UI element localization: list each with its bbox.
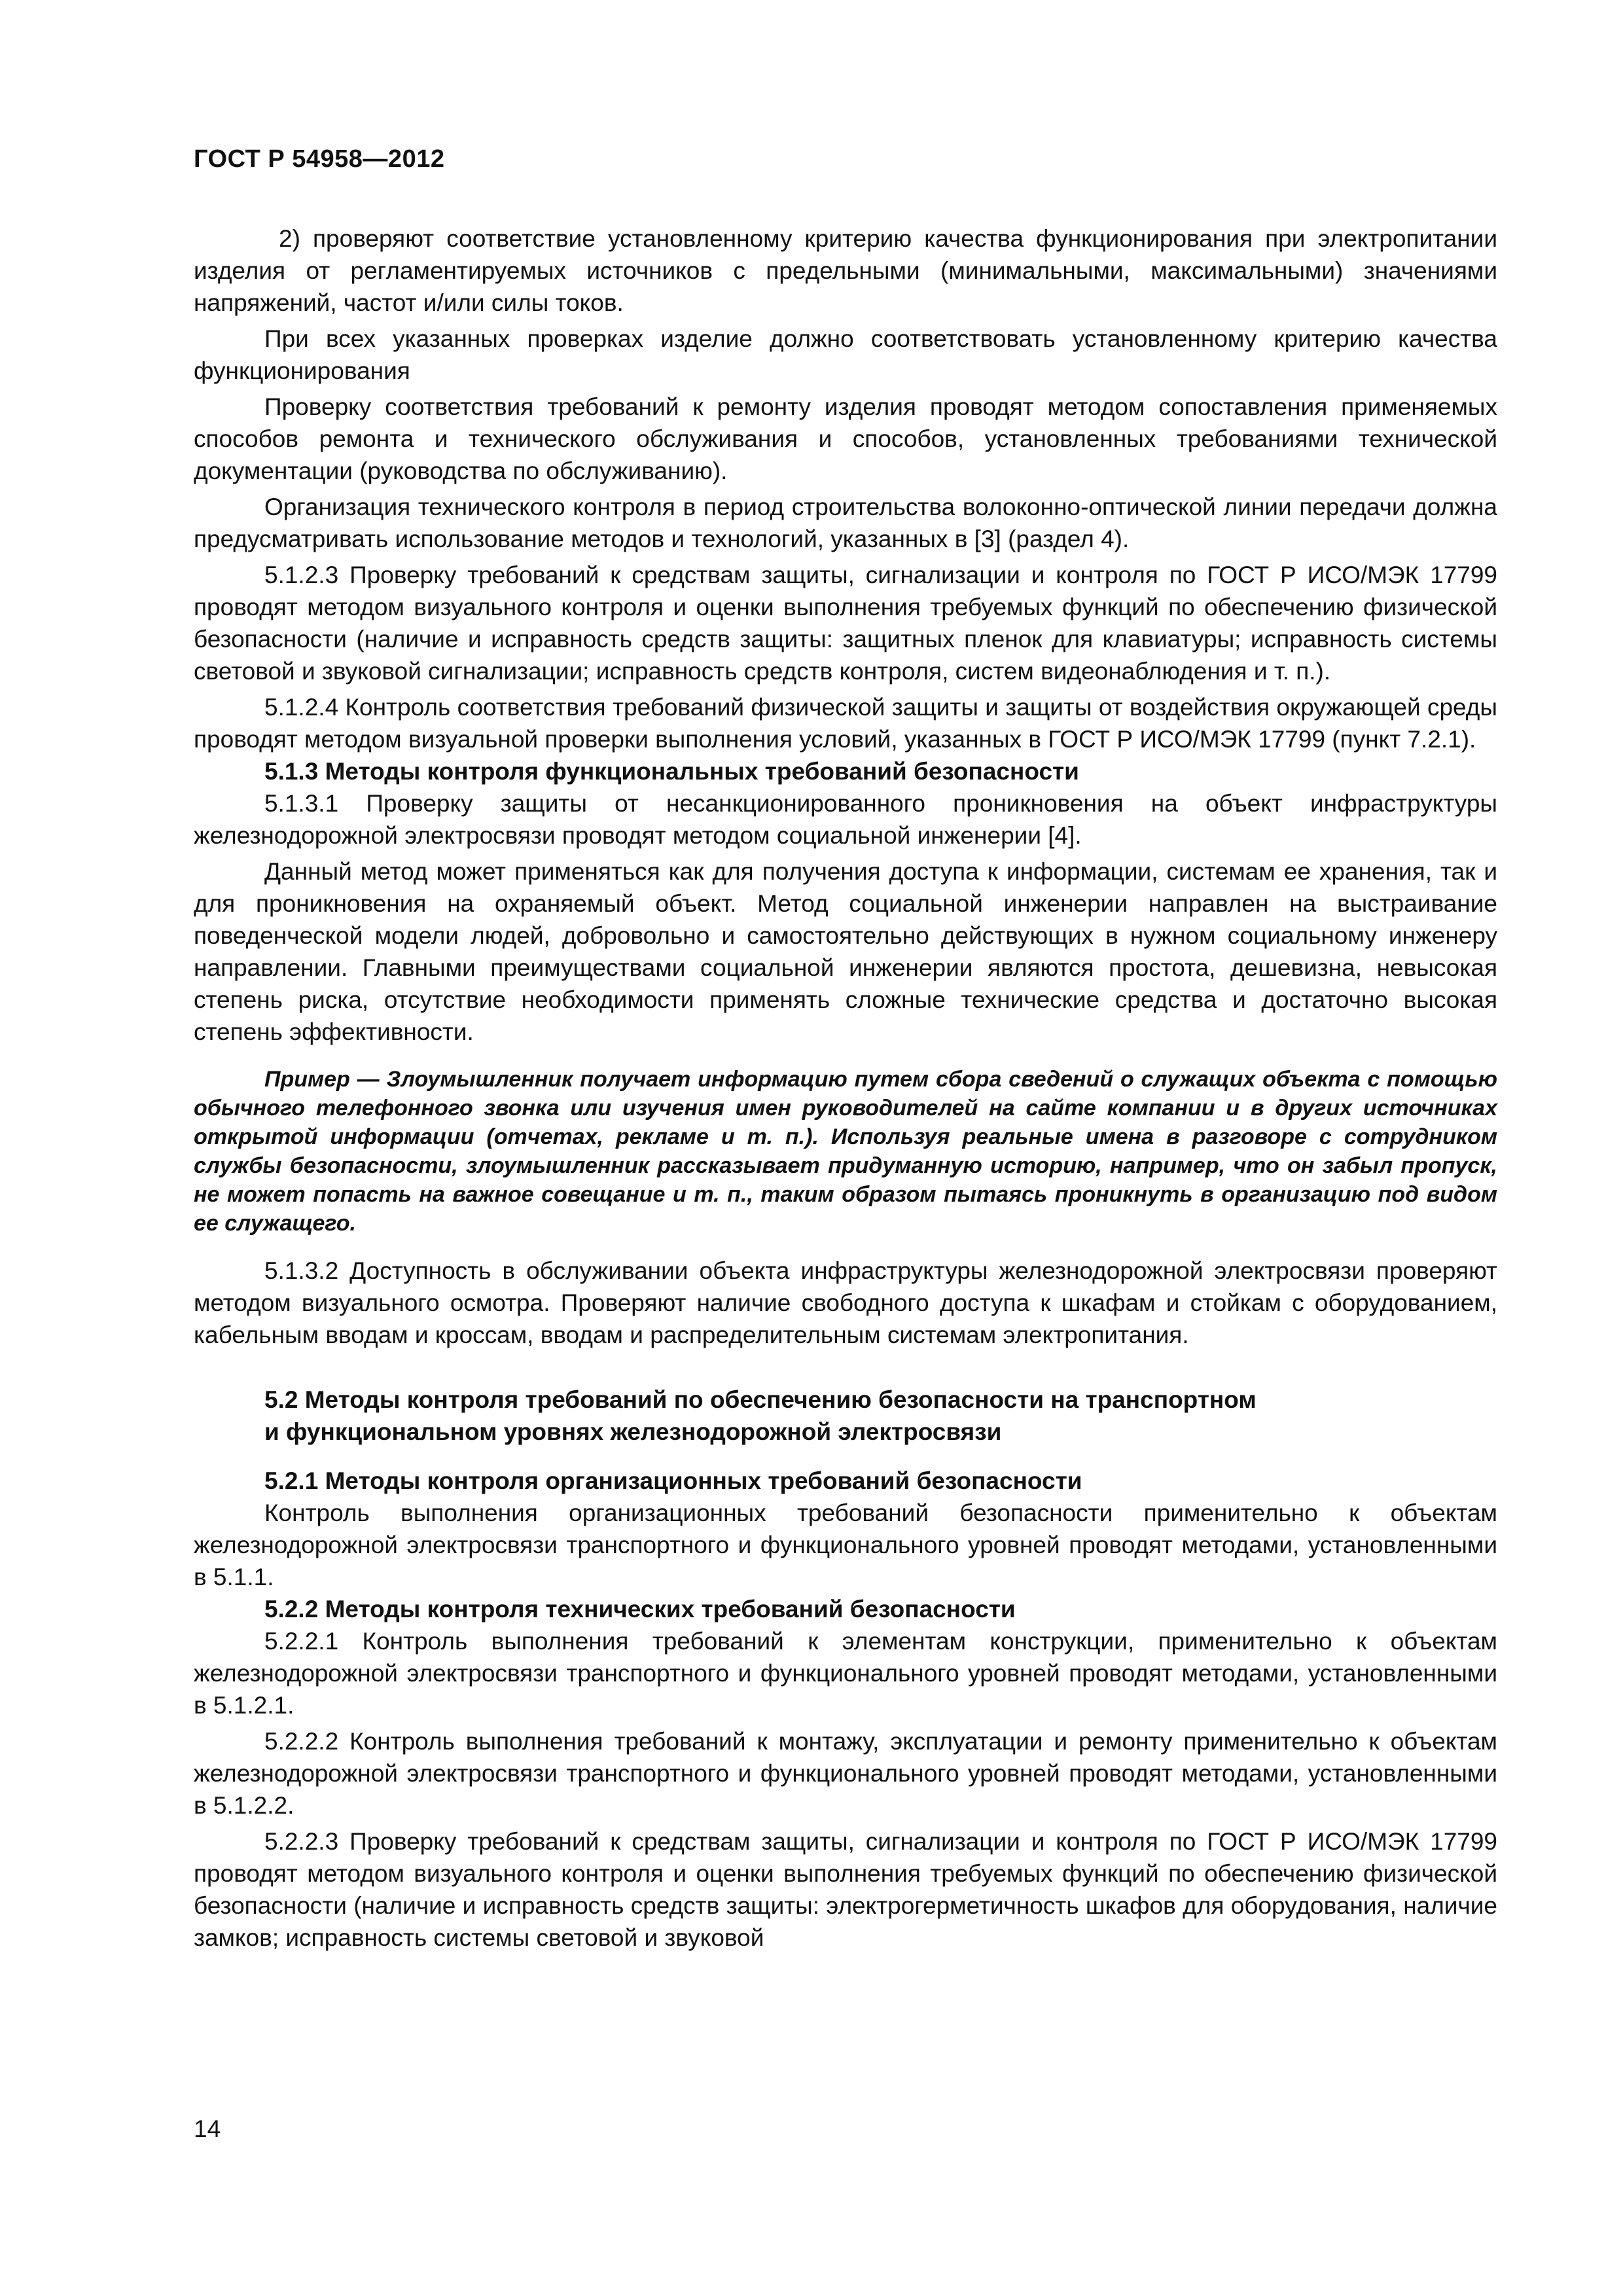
paragraph: 5.1.2.3 Проверку требований к средствам защиты, сигнализации и контроля по ГОСТ Р ИСО/МЭК 17799 проводят методом визуального контроля и оценки выполнения требуемых функций по обеспечению физической безопасности (наличие и исправность средств защиты: защитных пленок для клавиатуры; исправность системы световой и звуковой сигнализации; исправность средств контроля, систем видеонаблюдения и т. п.).: [194, 562, 1497, 685]
paragraph: 5.2.2.2 Контроль выполнения требований к монтажу, эксплуатации и ремонту применительно к объектам железнодорожной электросвязи транспортного и функционального уровней проводят методами, установленными в 5.1.2.2.: [194, 1728, 1497, 1819]
paragraph: Проверку соответствия требований к ремонту изделия проводят методом сопоставления применяемых способов ремонта и технического обслуживания и способов, установленных требованиями технической документации (руководства по обслуживанию).: [194, 393, 1497, 484]
document-body: [194, 223, 1497, 1954]
section-heading-5-2: [194, 1384, 1497, 1448]
paragraph: 5.2.2.1 Контроль выполнения требований к элементам конструкции, применительно к объектам железнодорожной электросвязи транспортного и функционального уровней проводят методами, установленными в 5.1.2.1.: [194, 1628, 1497, 1719]
page-number: 14: [194, 2115, 221, 2142]
section-heading-5-1-3: 5.1.3 Методы контроля функциональных требований безопасности: [264, 758, 1079, 785]
paragraph: 2) проверяют соответствие установленному критерию качества функционирования при электропитании изделия от регламентируемых источников с предельными (минимальными, максимальными) значениями напряжений, частот и/или силы токов.: [194, 225, 1497, 316]
section-heading-5-2-line2: и функциональном уровнях железнодорожной электросвязи: [264, 1418, 1002, 1445]
paragraph: 5.1.2.4 Контроль соответствия требований физической защиты и защиты от воздействия окружающей среды проводят методом визуальной проверки выполнения условий, указанных в ГОСТ Р ИСО/МЭК 17799 (пункт 7.2.1).: [194, 694, 1497, 753]
paragraph: 5.1.3.1 Проверку защиты от несанкционированного проникновения на объект инфраструктуры железнодорожной электросвязи проводят методом социальной инженерии [4].: [194, 790, 1497, 849]
paragraph: При всех указанных проверках изделие должно соответствовать установленному критерию качества функционирования: [194, 325, 1497, 384]
document-code-header: ГОСТ Р 54958—2012: [194, 145, 445, 173]
section-heading-5-2-1: 5.2.1 Методы контроля организационных требований безопасности: [264, 1467, 1082, 1494]
paragraph: 5.1.3.2 Доступность в обслуживании объекта инфраструктуры железнодорожной электросвязи проверяют методом визуального осмотра. Проверяют наличие свободного доступа к шкафам и стойкам с оборудованием, кабельным вводам и кроссам, вводам и распределительным системам электропитания.: [194, 1257, 1497, 1348]
paragraph: 5.2.2.3 Проверку требований к средствам защиты, сигнализации и контроля по ГОСТ Р ИСО/МЭК 17799 проводят методом визуального контроля и оценки выполнения требуемых функций по обеспечению физической безопасности (наличие и исправность средств защиты: электрогерметичность шкафов для оборудования, наличие замков; исправность системы световой и звуковой: [194, 1828, 1497, 1951]
paragraph: Организация технического контроля в период строительства волоконно-оптической линии передачи должна предусматривать использование методов и технологий, указанных в [3] (раздел 4).: [194, 493, 1497, 552]
section-heading-5-2-2: 5.2.2 Методы контроля технических требований безопасности: [264, 1596, 1016, 1623]
section-heading-5-2-line1: 5.2 Методы контроля требований по обеспечению безопасности на транспортном: [264, 1386, 1257, 1413]
paragraph: Контроль выполнения организационных требований безопасности применительно к объектам железнодорожной электросвязи транспортного и функционального уровней проводят методами, установленными в 5.1.1.: [194, 1499, 1497, 1590]
paragraph: Данный метод может применяться как для получения доступа к информации, системам ее хранения, так и для проникновения на охраняемый объект. Метод социальной инженерии направлен на выстраивание поведенческой модели людей, добровольно и самостоятельно действующих в нужном социальному инженеру направлении. Главными преимуществами социальной инженерии являются простота, дешевизна, невысокая степень риска, отсутствие необходимости применять сложные технические средства и достаточно высокая степень эффективности.: [194, 858, 1497, 1045]
example-note: Пример — Злоумышленник получает информацию путем сбора сведений о служащих объекта с помощью обычного телефонного звонка или изучения имен руководителей на сайте компании и в других источниках открытой информации (отчетах, рекламе и т. п.). Используя реальные имена в разговоре с сотрудником службы безопасности, злоумышленник рассказывает придуманную историю, например, что он забыл пропуск, не может попасть на важное совещание и т. п., таким образом пытаясь проникнуть в организацию под видом ее служащего.: [194, 1067, 1497, 1236]
